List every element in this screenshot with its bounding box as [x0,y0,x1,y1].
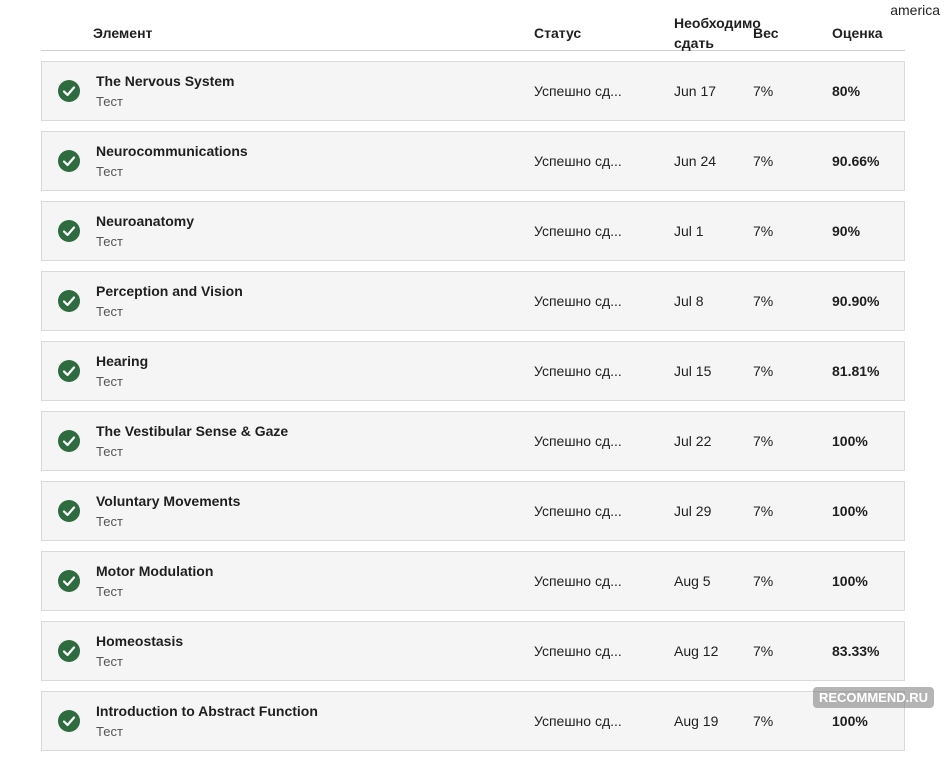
item-due-date: Jun 17 [674,83,717,99]
item-status: Успешно сд... [534,433,622,449]
item-weight: 7% [753,713,774,729]
item-weight: 7% [753,363,774,379]
item-grade: 90% [832,223,861,239]
item-type: Тест [96,164,123,179]
item-weight: 7% [753,573,774,589]
item-title-link[interactable]: Motor Modulation [96,563,214,579]
item-status: Успешно сд... [534,643,622,659]
column-header-status[interactable]: Статус [534,25,582,41]
item-weight: 7% [753,153,774,169]
item-type: Тест [96,444,123,459]
check-circle-icon [58,360,80,382]
column-header-weight[interactable]: Вес [753,25,779,41]
item-title-link[interactable]: Voluntary Movements [96,493,241,509]
item-status: Успешно сд... [534,573,622,589]
table-row[interactable] [41,61,905,121]
item-weight: 7% [753,503,774,519]
item-grade: 100% [832,573,868,589]
item-due-date: Jun 24 [674,153,717,169]
item-type: Тест [96,374,123,389]
check-circle-icon [58,640,80,662]
item-status: Успешно сд... [534,503,622,519]
check-circle-icon [58,570,80,592]
column-header-element[interactable]: Элемент [93,25,153,41]
item-status: Успешно сд... [534,363,622,379]
item-weight: 7% [753,223,774,239]
item-grade: 90.90% [832,293,880,309]
item-due-date: Jul 15 [674,363,712,379]
check-circle-icon [58,710,80,732]
item-type: Тест [96,234,123,249]
item-weight: 7% [753,643,774,659]
item-title-link[interactable]: Neuroanatomy [96,213,195,229]
item-title-link[interactable]: The Vestibular Sense & Gaze [96,423,289,439]
item-title-link[interactable]: Homeostasis [96,633,184,649]
check-circle-icon [58,220,80,242]
item-weight: 7% [753,433,774,449]
item-grade: 100% [832,713,868,729]
item-due-date: Aug 12 [674,643,719,659]
item-type: Тест [96,94,123,109]
item-due-date: Jul 8 [674,293,704,309]
table-row[interactable] [41,691,905,751]
item-grade: 81.81% [832,363,880,379]
item-status: Успешно сд... [534,293,622,309]
item-grade: 100% [832,433,868,449]
item-weight: 7% [753,293,774,309]
table-row[interactable] [41,131,905,191]
item-status: Успешно сд... [534,713,622,729]
table-row[interactable] [41,271,905,331]
table-header [41,0,905,51]
item-due-date: Jul 29 [674,503,712,519]
table-row[interactable] [41,481,905,541]
item-weight: 7% [753,83,774,99]
item-due-date: Jul 1 [674,223,704,239]
table-row[interactable] [41,551,905,611]
item-type: Тест [96,584,123,599]
item-type: Тест [96,514,123,529]
table-row[interactable] [41,341,905,401]
item-title-link[interactable]: Perception and Vision [96,283,243,299]
watermark: RECOMMEND.RU [813,687,934,708]
item-title-link[interactable]: Neurocommunications [96,143,248,159]
item-status: Успешно сд... [534,83,622,99]
check-circle-icon [58,80,80,102]
item-type: Тест [96,724,123,739]
item-due-date: Jul 22 [674,433,712,449]
item-grade: 80% [832,83,861,99]
column-header-grade[interactable]: Оценка [832,25,883,41]
item-grade: 100% [832,503,868,519]
item-title-link[interactable]: The Nervous System [96,73,235,89]
item-title-link[interactable]: Hearing [96,353,149,369]
corner-text: america [890,2,940,18]
item-type: Тест [96,654,123,669]
item-due-date: Aug 5 [674,573,711,589]
item-title-link[interactable]: Introduction to Abstract Function [96,703,318,719]
item-grade: 83.33% [832,643,880,659]
item-status: Успешно сд... [534,223,622,239]
item-due-date: Aug 19 [674,713,719,729]
check-circle-icon [58,150,80,172]
check-circle-icon [58,430,80,452]
check-circle-icon [58,290,80,312]
item-grade: 90.66% [832,153,880,169]
item-type: Тест [96,304,123,319]
assignment-list [41,61,905,761]
column-header-due[interactable]: Необходимо сдать [674,15,761,51]
table-row[interactable] [41,411,905,471]
item-status: Успешно сд... [534,153,622,169]
table-row[interactable] [41,621,905,681]
check-circle-icon [58,500,80,522]
table-row[interactable] [41,201,905,261]
